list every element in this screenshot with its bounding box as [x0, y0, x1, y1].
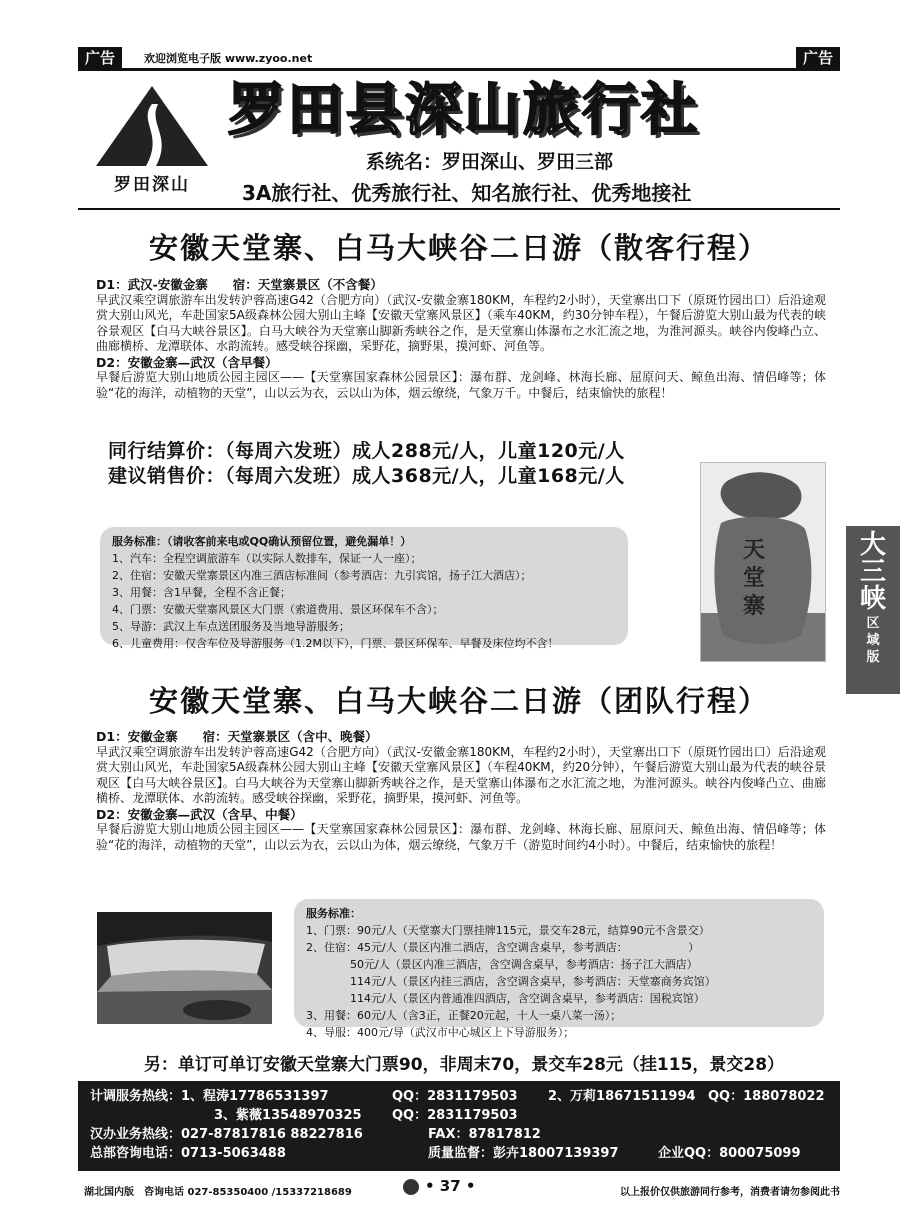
section2-title: 安徽天堂寨、白马大峡谷二日游（团队行程）: [148, 684, 769, 718]
side-tab-big: [846, 526, 900, 613]
service-item: 4、导服：400元/导（武汉市中心城区上下导游服务）；: [306, 1026, 575, 1039]
section1-day2-text: 早餐后游览大别山地质公园主园区——【天堂寨国家森林公园景区】：瀑布群、龙剑峰、林海长廊、屈原问天、鲸鱼出海、情侣峰等；体验“花的海洋，动植物的天堂”，山以云为衣，云以山为体，烟云缭绕，气象万千。中餐后，结束愉快的旅程！: [96, 370, 826, 400]
section2-day2-text: 早餐后游览大别山地质公园主园区——【天堂寨国家森林公园景区】：瀑布群、龙剑峰、林海长廊、屈原问天、鲸鱼出海、情侣峰等；体验“花的海洋，动植物的天堂”，山以云为衣，云以山为体，烟云缭绕，气象万千（游览时间约4小时）。中餐后，结束愉快的旅程！: [96, 822, 826, 852]
waterfall-photo: [97, 912, 272, 1024]
agency-logo: [88, 82, 216, 194]
service-item: 2、住宿：安徽天堂寨景区内准三酒店标准间（参考酒店：九引宾馆，扬子江大酒店）；: [112, 569, 532, 582]
ad-tag-left: 广告: [78, 47, 122, 69]
svg-text:天: 天: [743, 537, 766, 563]
service-item: 1、汽车：全程空调旅游车（以实际人数排车，保证一人一座）；: [112, 552, 422, 565]
price-retail: 建议销售价：（每周六发班）成人368元/人，儿童168元/人: [108, 465, 625, 487]
section2-day1: [96, 729, 826, 853]
footer-edition: 湖北国内版 咨询电话 027-85350400 /15337218689: [84, 1187, 352, 1198]
extra-ticket-note: 另：单订可单订安徽天堂寨大门票90，非周末70，景交车28元（挂115，景交28）: [143, 1055, 785, 1075]
service-title: 服务标准：: [306, 907, 361, 920]
hotline-box: [78, 1081, 840, 1171]
hotline-quality: 质量监督：彭卉18007139397: [428, 1146, 619, 1161]
side-tab-small-text: 区域版: [866, 616, 880, 665]
service-title: 服务标准：（请收客前来电或QQ确认预留位置，避免漏单！）: [112, 535, 412, 548]
hotline-row-4: [90, 1144, 828, 1163]
service-item: 114元/人（景区内普通准四酒店，含空调含桌早，参考酒店：国税宾馆）: [306, 992, 705, 1005]
page-number-text: • 37 •: [425, 1177, 476, 1195]
section1-day2-head: D2：安徽金寨—武汉（含早餐）: [96, 354, 278, 370]
hotline-qq-3: QQ：2831179503: [392, 1108, 518, 1123]
svg-text:寨: 寨: [743, 593, 766, 619]
region-side-tab: [846, 526, 900, 694]
agency-honors: 3A旅行社、优秀旅行社、知名旅行社、优秀地接社: [242, 181, 692, 205]
hotline-enterprise-qq: 企业QQ：800075099: [658, 1146, 801, 1161]
hotline-row-1: [90, 1087, 828, 1106]
hotline-wuhan: 汉办业务热线：027-87817816 88227816: [90, 1127, 363, 1142]
hotline-fax: FAX：87817812: [428, 1127, 541, 1142]
page-footer: [78, 1177, 840, 1201]
system-name: 系统名：罗田深山、罗田三部: [366, 151, 614, 173]
service-item: 50元/人（景区内准三酒店，含空调含桌早，参考酒店：扬子江大酒店）: [306, 958, 698, 971]
side-tab-small: [846, 615, 900, 666]
page-badge-icon: [403, 1179, 419, 1195]
hotline-qq-2: QQ：188078022: [708, 1089, 825, 1104]
hotline-qq-1: QQ：2831179503: [392, 1089, 518, 1104]
service-item: 5、导游：武汉上车点送团服务及当地导游服务；: [112, 620, 350, 633]
svg-text:堂: 堂: [743, 565, 766, 591]
service-item: 2、住宿：45元/人（景区内准二酒店，含空调含桌早，参考酒店： ）: [306, 941, 700, 954]
section2-day2-head: D2：安徽金寨—武汉（含早、中餐）: [96, 806, 303, 822]
price-settlement: 同行结算价：（每周六发班）成人288元/人，儿童120元/人: [108, 440, 625, 462]
side-tab-big-text: 大三峡: [859, 530, 886, 614]
section1-day1-text: 早武汉乘空调旅游车出发转沪蓉高速G42（合肥方向）（武汉-安徽金寨180KM，车程约2小时），天堂寨出口下（原斑竹园出口）后沿途观赏大别山风光，车赴国家5A级森林公园大别山主峰【安徽天堂寨风景区】（乘车40KM，约30分钟车程），午餐后游览大别山最为代表的峡谷景观区【白马大峡谷景区】。白马大峡谷为天堂寨山脚新秀峡谷之作，是天堂寨山体瀑布之水汇流之地，为淮河源头。峡谷内俊峰凸立、曲廊横桥、龙潭联体、水韵流转。感受峡谷探幽，采野花，摘野果，摸河虾、河鱼等。: [96, 292, 826, 353]
hotline-dispatch-2: 2、万莉18671511994: [548, 1089, 696, 1104]
page-number: [403, 1177, 476, 1195]
hotline-hq: 总部咨询电话：0713-5063488: [90, 1146, 286, 1161]
ad-tag-right: 广告: [796, 47, 840, 69]
site-link[interactable]: 欢迎浏览电子版 www.zyoo.net: [144, 52, 313, 65]
top-bar: [78, 47, 840, 71]
mountain-road-logo-icon: [94, 82, 210, 170]
service-item: 114元/人（景区内挂三酒店，含空调含桌早，参考酒店：天堂寨商务宾馆）: [306, 975, 716, 988]
service-item: 4、门票：安徽天堂寨风景区大门票（索道费用、景区环保车不含）；: [112, 603, 444, 616]
hotline-row-3: [90, 1125, 828, 1144]
service-item: 3、用餐：含1早餐，全程不含正餐；: [112, 586, 291, 599]
section1-service-box: [100, 527, 628, 650]
service-item: 3、用餐：60元/人（含3正，正餐20元起，十人一桌八菜一汤）；: [306, 1009, 622, 1022]
footer-disclaimer: 以上报价仅供旅游同行参考，消费者请勿参阅此书: [620, 1187, 840, 1198]
hotline-row-2: [90, 1106, 828, 1125]
service-item: 1、门票：90元/人（天堂寨大门票挂牌115元，景交车28元，结算90元不含景交）: [306, 924, 710, 937]
section1-day1: [96, 277, 826, 401]
hotline-dispatch-3: 3、紫薇13548970325: [214, 1108, 362, 1123]
hotline-dispatch-1: 计调服务热线：1、程涛17786531397: [90, 1089, 329, 1104]
section2-service-box: [294, 899, 824, 1039]
agency-name: 罗田县深山旅行社: [228, 77, 700, 143]
logo-text: 罗田深山: [114, 175, 190, 195]
section2-day1-head: D1：安徽金寨 宿：天堂寨景区（含中、晚餐）: [96, 729, 378, 744]
section2-day1-text: 早武汉乘空调旅游车出发转沪蓉高速G42（合肥方向）（武汉-安徽金寨180KM，车程约2小时），天堂寨出口下（原斑竹园出口）后沿途观赏大别山风光，车赴国家5A级森林公园大别山主峰【安徽天堂寨风景区】（车程40KM，约20分钟），午餐后游览大别山最为代表的峡谷景观区【白马大峡谷景区】。白马大峡谷为天堂寨山脚新秀峡谷之作，是天堂寨山体瀑布之水汇流之地，为淮河源头。峡谷内俊峰凸立、曲廊横桥、龙潭联体、水韵流转。感受峡谷探幽，采野花，摘野果，摸河虾、河鱼等。: [96, 744, 826, 805]
section1-day1-head: D1：武汉-安徽金寨 宿：天堂寨景区（不含餐）: [96, 277, 383, 292]
tiantangzhai-stone-photo: [700, 462, 826, 662]
service-item: 6、儿童费用：仅含车位及导游服务（1.2M以下），门票、景区环保车、早餐及床位均不含！: [112, 637, 559, 650]
section1-title: 安徽天堂寨、白马大峡谷二日游（散客行程）: [148, 231, 769, 265]
